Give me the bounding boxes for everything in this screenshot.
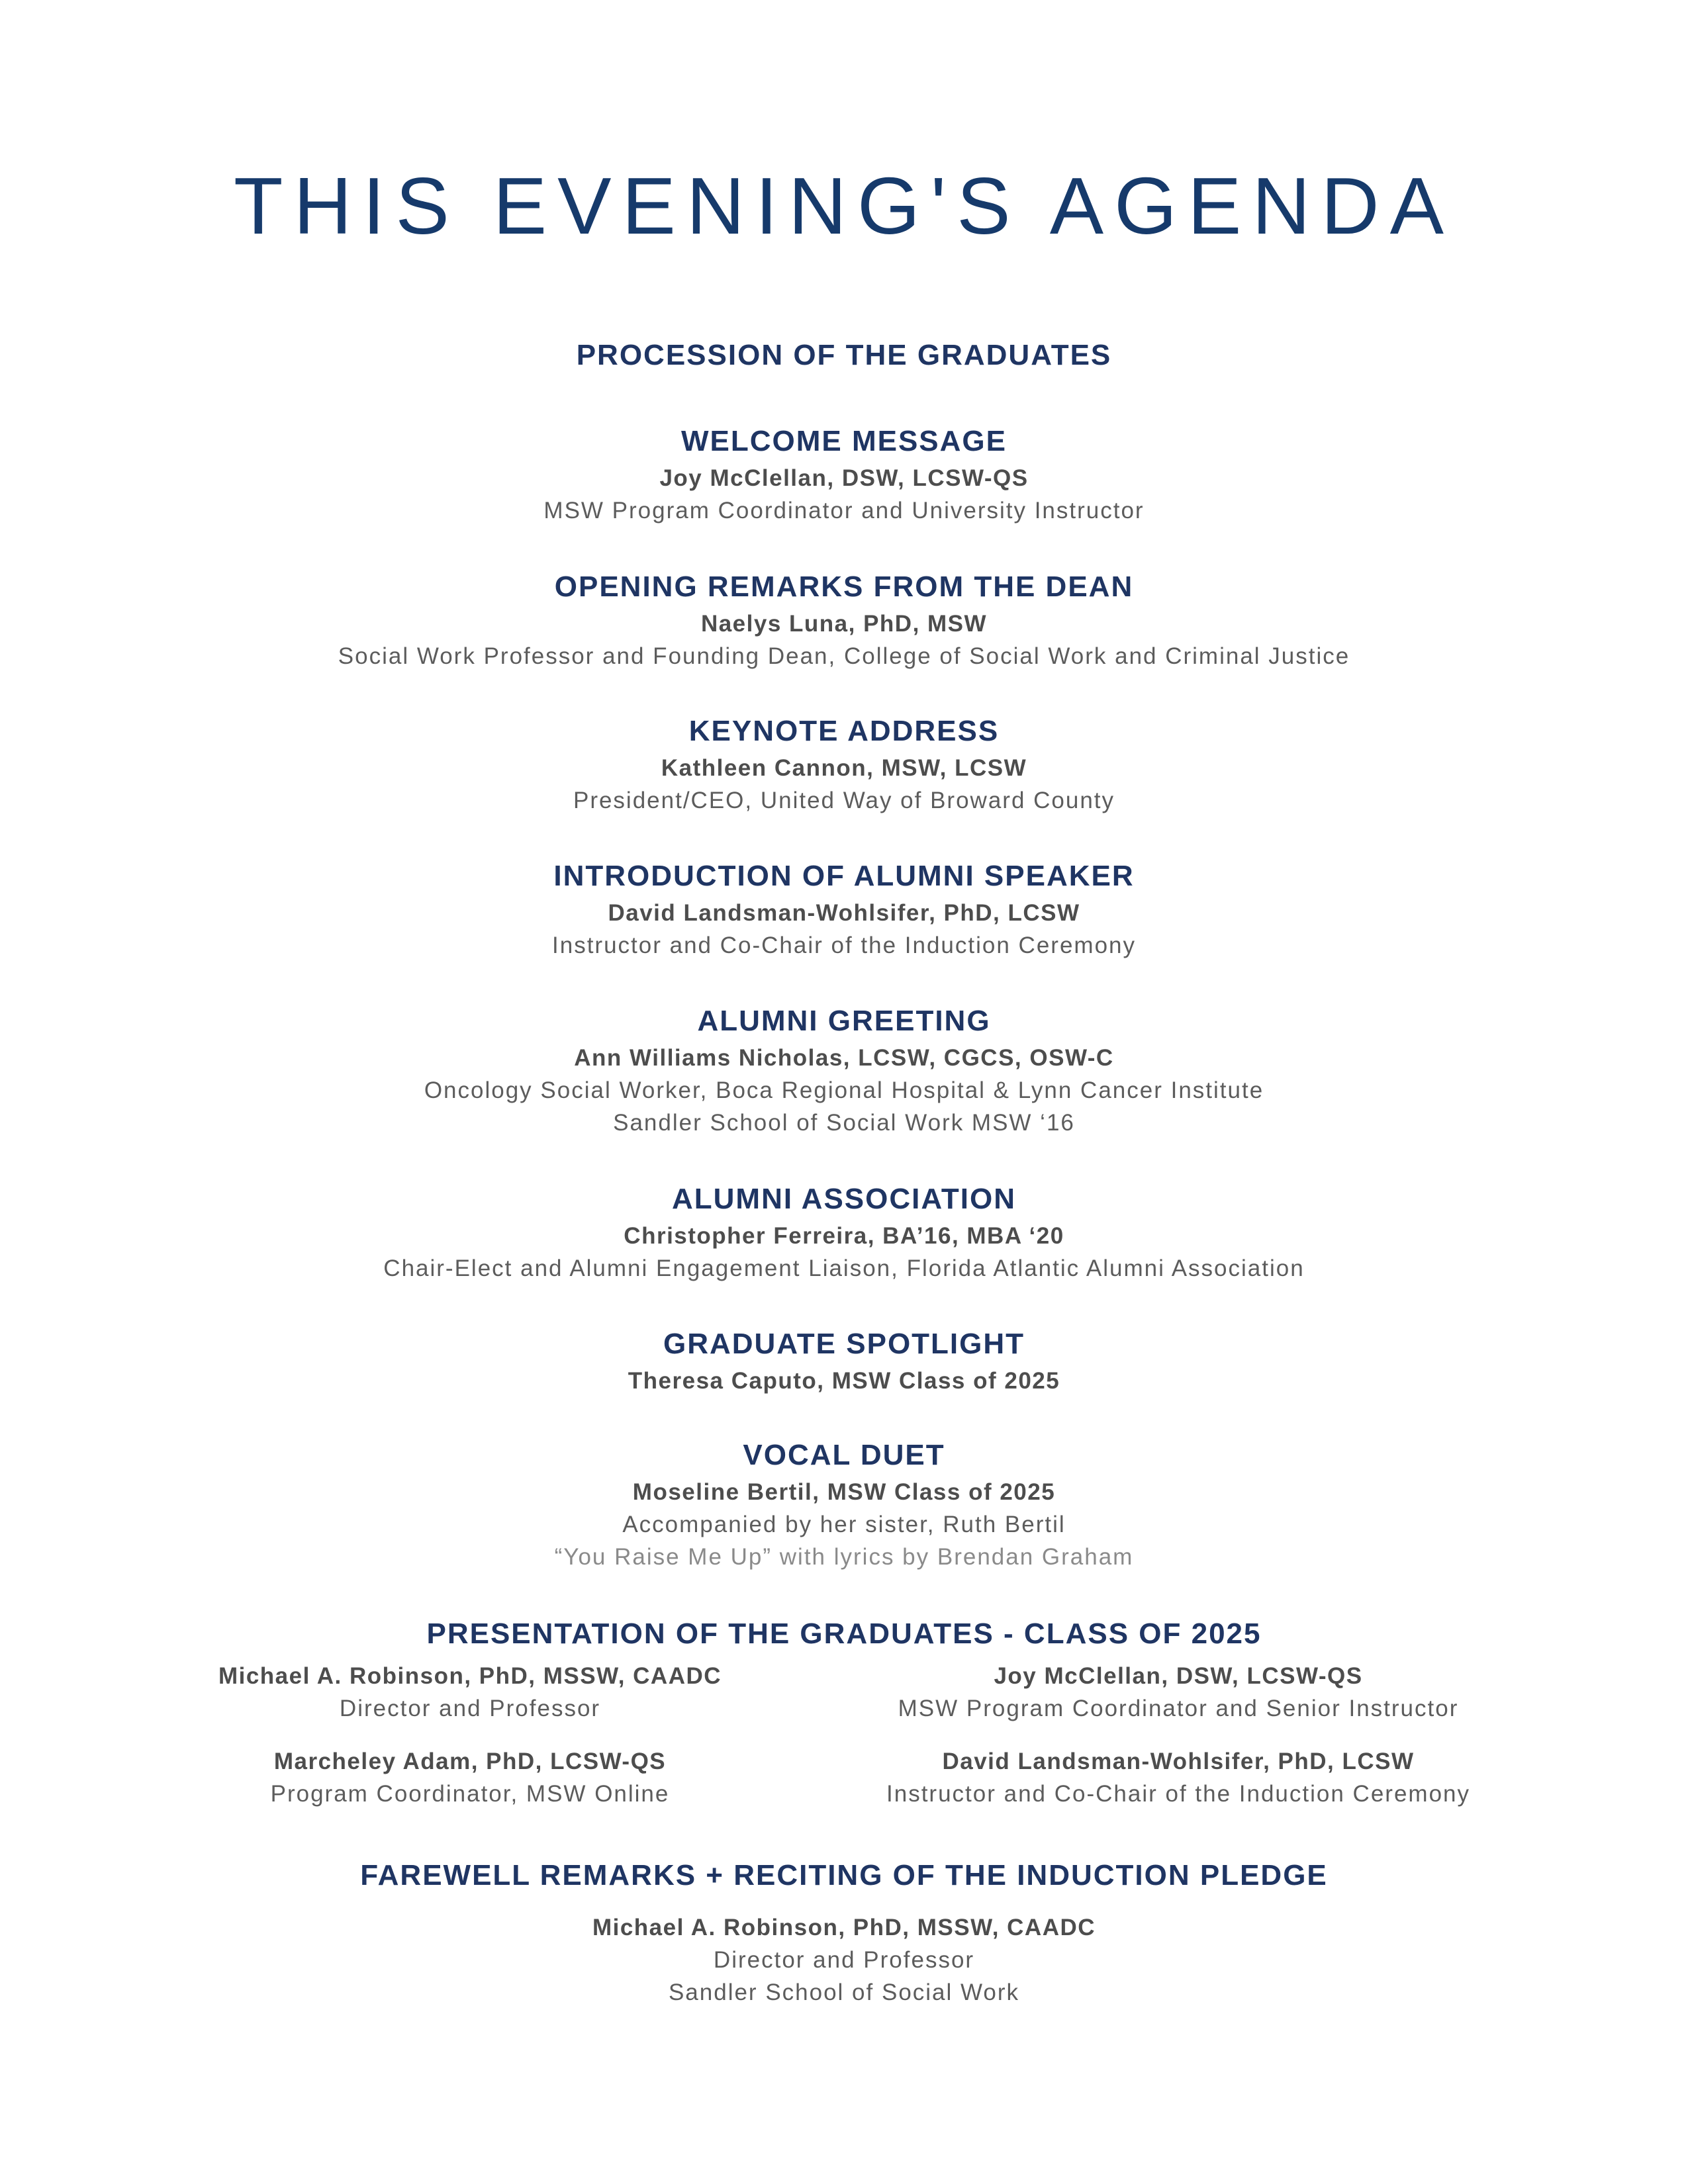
section-keynote	[0, 711, 1688, 817]
section-vocal-duet	[0, 1435, 1688, 1573]
presenter-name: Marcheley Adam, PhD, LCSW-QS	[273, 1749, 667, 1774]
speaker-name: Christopher Ferreira, BA’16, MBA ‘20	[624, 1223, 1064, 1249]
section-presentation	[0, 1614, 1688, 1655]
speaker-name: Joy McClellan, DSW, LCSW-QS	[659, 465, 1029, 491]
section-procession	[0, 335, 1688, 376]
speaker-role: Social Work Professor and Founding Dean, College of Social Work and Criminal Justice	[338, 643, 1350, 669]
section-heading: OPENING REMARKS FROM THE DEAN	[554, 570, 1134, 603]
speaker-role: President/CEO, United Way of Broward County	[573, 788, 1115, 813]
speaker-name: Theresa Caputo, MSW Class of 2025	[628, 1368, 1060, 1394]
section-heading: PROCESSION OF THE GRADUATES	[576, 339, 1112, 371]
section-farewell	[0, 1855, 1688, 1896]
performer-role: Accompanied by her sister, Ruth Bertil	[622, 1512, 1066, 1537]
song-note: “You Raise Me Up” with lyrics by Brendan Graham	[554, 1544, 1134, 1570]
section-alumni-association	[0, 1179, 1688, 1285]
section-heading: VOCAL DUET	[743, 1439, 945, 1471]
section-heading: ALUMNI ASSOCIATION	[672, 1183, 1016, 1215]
presenter-block	[132, 1660, 808, 1725]
performer-name: Moseline Bertil, MSW Class of 2025	[632, 1479, 1056, 1505]
speaker-role: Director and Professor	[713, 1947, 975, 1973]
speaker-role-secondary: Sandler School of Social Work	[668, 1979, 1020, 2005]
speaker-role: MSW Program Coordinator and University Instructor	[543, 498, 1145, 523]
section-alumni-greeting	[0, 1001, 1688, 1139]
section-dean	[0, 567, 1688, 672]
presenter-block	[794, 1660, 1562, 1725]
page-title: THIS EVENING'S AGENDA	[234, 161, 1454, 251]
presenter-name: Michael A. Robinson, PhD, MSSW, CAADC	[218, 1663, 722, 1689]
section-heading: PRESENTATION OF THE GRADUATES - CLASS OF 2025	[426, 1617, 1262, 1650]
speaker-role-secondary: Sandler School of Social Work MSW ‘16	[613, 1110, 1075, 1136]
presenter-block	[794, 1745, 1562, 1810]
speaker-name: David Landsman-Wohlsifer, PhD, LCSW	[608, 900, 1080, 926]
speaker-role: Chair-Elect and Alumni Engagement Liaison, Florida Atlantic Alumni Association	[383, 1255, 1305, 1281]
section-heading: KEYNOTE ADDRESS	[688, 715, 1000, 747]
speaker-name: Naelys Luna, PhD, MSW	[700, 611, 988, 637]
speaker-name: Ann Williams Nicholas, LCSW, CGCS, OSW-C	[574, 1045, 1114, 1071]
section-heading: FAREWELL REMARKS + RECITING OF THE INDUCTION PLEDGE	[360, 1859, 1328, 1891]
section-welcome	[0, 421, 1688, 527]
presenter-role: MSW Program Coordinator and Senior Instructor	[898, 1696, 1459, 1721]
section-intro-alumni	[0, 856, 1688, 962]
presenter-role: Program Coordinator, MSW Online	[270, 1781, 670, 1807]
section-heading: INTRODUCTION OF ALUMNI SPEAKER	[553, 860, 1135, 892]
presenter-role: Instructor and Co-Chair of the Induction Ceremony	[886, 1781, 1470, 1807]
section-spotlight	[0, 1324, 1688, 1397]
presenter-name: David Landsman-Wohlsifer, PhD, LCSW	[942, 1749, 1415, 1774]
presenter-block	[132, 1745, 808, 1810]
presenter-name: Joy McClellan, DSW, LCSW-QS	[994, 1663, 1363, 1689]
section-heading: ALUMNI GREETING	[697, 1005, 991, 1037]
section-heading: WELCOME MESSAGE	[680, 425, 1008, 457]
farewell-speaker	[0, 1911, 1688, 2009]
speaker-role: Oncology Social Worker, Boca Regional Hospital & Lynn Cancer Institute	[424, 1077, 1264, 1103]
presenter-role: Director and Professor	[339, 1696, 601, 1721]
speaker-name: Kathleen Cannon, MSW, LCSW	[661, 755, 1027, 781]
speaker-name: Michael A. Robinson, PhD, MSSW, CAADC	[592, 1915, 1096, 1940]
section-heading: GRADUATE SPOTLIGHT	[663, 1328, 1025, 1360]
speaker-role: Instructor and Co-Chair of the Induction Ceremony	[552, 933, 1136, 958]
